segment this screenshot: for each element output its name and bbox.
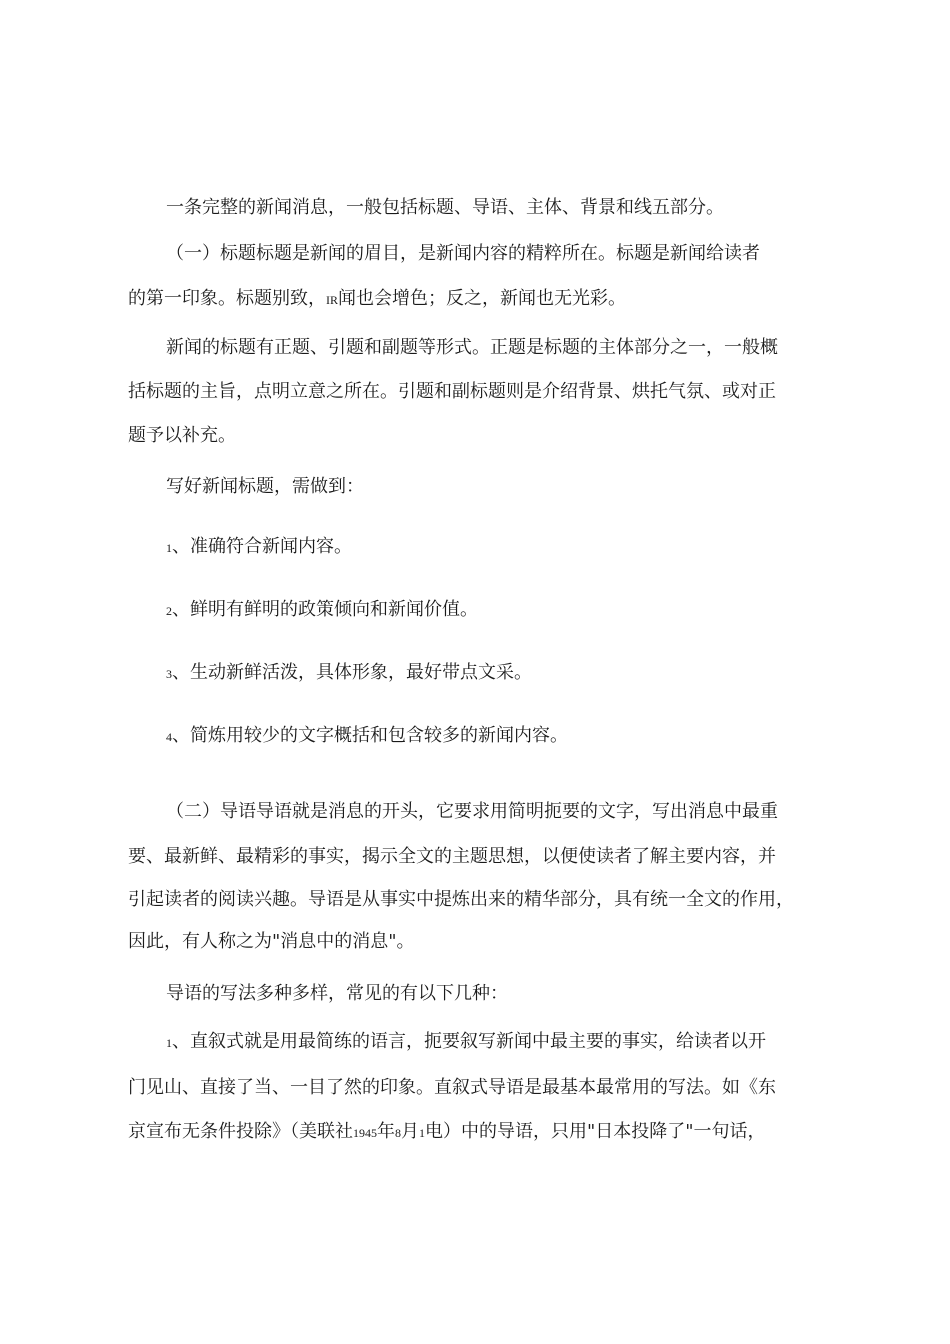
requirement-text: 、简炼用较少的文字概括和包含较多的新闻内容。 xyxy=(172,725,568,746)
section1-line2 xyxy=(128,287,840,312)
requirement-item xyxy=(166,598,878,623)
title-forms-line1: 新闻的标题有正题、引题和副题等形式。正题是标题的主体部分之一，一般概 xyxy=(166,337,778,358)
section1-line2-end: 闻也会增色；反之，新闻也无光彩。 xyxy=(338,288,626,309)
requirement-number: 4 xyxy=(166,730,172,744)
direct-lead-day: 1 xyxy=(419,1126,425,1140)
direct-lead-line3-part3: 月 xyxy=(401,1121,419,1142)
direct-lead-text: 、直叙式就是用最简练的语言，扼要叙写新闻中最主要的事实，给读者以开 xyxy=(172,1031,766,1052)
write-titles-intro: 写好新闻标题，需做到： xyxy=(166,476,364,497)
direct-lead-line3-part2: 年 xyxy=(377,1121,395,1142)
requirement-text: 、生动新鲜活泼，具体形象，最好带点文采。 xyxy=(172,662,532,683)
direct-lead-number: 1 xyxy=(166,1036,172,1050)
direct-lead-line1 xyxy=(166,1030,878,1055)
direct-lead-line2: 门见山、直接了当、一目了然的印象。直叙式导语是最基本最常用的写法。如《东 xyxy=(128,1077,776,1098)
section2-line3: 引起读者的阅读兴趣。导语是从事实中提炼出来的精华部分，具有统一全文的作用， xyxy=(128,889,794,910)
requirement-item xyxy=(166,661,878,686)
section2-line2: 要、最新鲜、最精彩的事实，揭示全文的主题思想，以便使读者了解主要内容，并 xyxy=(128,846,776,867)
section1-heading-line: （一）标题标题是新闻的眉目，是新闻内容的精粹所在。标题是新闻给读者 xyxy=(166,243,760,264)
requirement-number: 2 xyxy=(166,604,172,618)
title-forms-line3: 题予以补充。 xyxy=(128,425,236,446)
requirement-text: 、准确符合新闻内容。 xyxy=(172,536,352,557)
section1-line2-ir: IR xyxy=(326,293,338,307)
requirement-text: 、鲜明有鲜明的政策倾向和新闻价值。 xyxy=(172,599,478,620)
direct-lead-line3-part1: 京宣布无条件投除》（美联社 xyxy=(128,1121,353,1142)
direct-lead-year: 1945 xyxy=(353,1126,377,1140)
requirement-item xyxy=(166,535,878,560)
requirement-number: 1 xyxy=(166,541,172,555)
direct-lead-line3 xyxy=(128,1120,840,1145)
requirement-number: 3 xyxy=(166,667,172,681)
direct-lead-month: 8 xyxy=(395,1126,401,1140)
title-forms-line2: 括标题的主旨，点明立意之所在。引题和副标题则是介绍背景、烘托气氛、或对正 xyxy=(128,381,776,402)
direct-lead-line3-part4: 电）中的导语，只用"日本投降了"一句话， xyxy=(425,1121,766,1142)
section1-line2-start: 的第一印象。标题别致， xyxy=(128,288,326,309)
requirement-item xyxy=(166,724,878,749)
lead-types-intro: 导语的写法多种多样，常见的有以下几种： xyxy=(166,983,508,1004)
intro-paragraph: 一条完整的新闻消息，一般包括标题、导语、主体、背景和线五部分。 xyxy=(166,197,724,218)
section2-heading-line: （二）导语导语就是消息的开头，它要求用简明扼要的文字，写出消息中最重 xyxy=(166,801,778,822)
section2-line4: 因此，有人称之为"消息中的消息"。 xyxy=(128,931,415,952)
